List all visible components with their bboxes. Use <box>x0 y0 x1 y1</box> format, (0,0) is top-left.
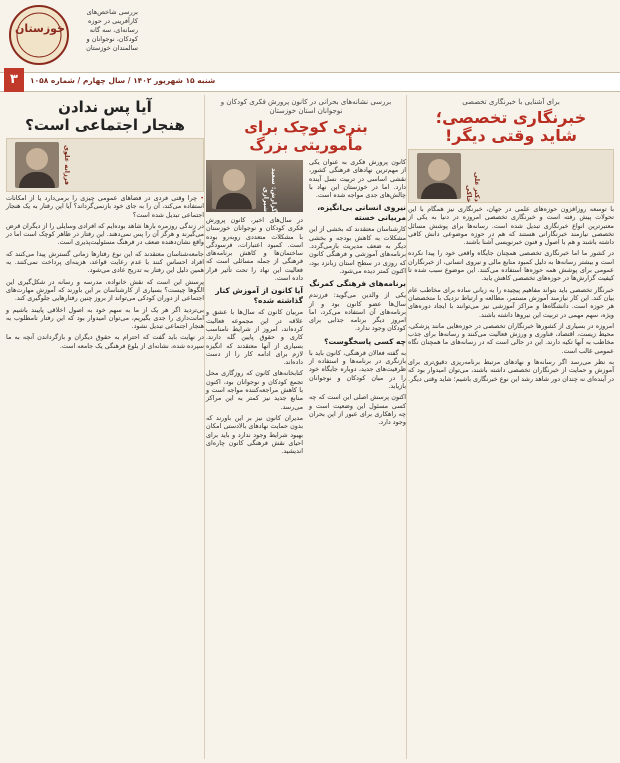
header-blurb: بررسی شاخص‌های کارآفرینی در حوزه رسانه‌ای، سه گانه کودکان، نوجوانان و سالمندان خوزستان <box>86 8 138 52</box>
article-paragraph: در زندگی روزمره بارها شاهد بوده‌ایم که افرادی وسایلی را از دیگران قرض می‌گیرند و هرگز آن را پس نمی‌دهند. این رفتار در ظاهر کوچک است اما در واقع نشان‌دهنده ضعف در فرهنگ مسئولیت‌پذیری است. <box>6 221 204 247</box>
article-headline <box>408 109 614 145</box>
article-paragraph: بی‌تردید اگر هر یک از ما به سهم خود به اصول اخلاقی پایبند باشیم و امانت‌داری را جدی بگیریم، می‌توان امیدوار بود که این رفتار نامطلوب به هنجار اجتماعی تبدیل نشود. <box>6 305 204 331</box>
headline-line: خبرنگاری تخصصی؛ <box>435 108 587 127</box>
article-kicker: بررسی نشانه‌های بحرانی در کانون پرورش فکری کودکان و نوجوانان استان خوزستان <box>220 98 392 115</box>
article-paragraph: اکنون پرسش اصلی این است که چه کسی مسئول این وضعیت است و چه راهکاری برای عبور از این بحران وجود دارد. <box>309 393 406 427</box>
article-paragraph: کارشناسان معتقدند که بخشی از این مشکلات به کاهش بودجه و بخشی دیگر به ضعف مدیریت بازمی‌گردد. برنامه‌های آموزشی و فرهنگی کانون که روزی در سطح استان زبانزد بود، اکنون کمتر دیده می‌شود. <box>309 225 406 275</box>
article-paragraph: در کشور ما اما خبرنگاری تخصصی همچنان جایگاه واقعی خود را پیدا نکرده است و بیشتر رسانه‌ها به دلیل کمبود منابع مالی و نیروی انسانی، از خبرنگاران عمومی برای پوشش همه حوزه‌ها استفاده می‌کنند. این موضوع سبب شده تا کیفیت گزارش‌ها در حوزه‌های تخصصی کاهش یابد. <box>408 249 614 283</box>
column-divider <box>204 95 205 759</box>
author-box <box>408 149 614 203</box>
author-byline: فرزانه علوی <box>63 145 71 186</box>
author-byline: دکتر علی خاکی <box>465 172 481 202</box>
author-box <box>6 138 204 192</box>
article-headline <box>6 98 204 134</box>
article-columns <box>206 158 406 458</box>
column-divider <box>406 95 407 759</box>
headline-line: هنجار اجتماعی است؟ <box>25 116 185 134</box>
article-paragraph: مدیران کانون نیز بر این باورند که بدون حمایت نهادهای بالادستی امکان بهبود شرایط وجود ندارد و باید برای احیای نقش فرهنگی کانون چاره‌ای اندیشید. <box>206 413 303 456</box>
article-kanoon <box>206 96 406 757</box>
article-paragraph: با توسعه روزافزون حوزه‌های علمی در جهان، خبرنگاری نیز همگام با این تحولات پیش رفته است و خبرنگاری تخصصی امروزه در دنیا به یکی از معتبرترین انواع خبرنگاری تبدیل شده است. رسانه‌ها برای پوشش مسائل تخصصی نیازمند خبرنگارانی هستند که هم در حوزه موضوعی دانش کافی داشته باشند و هم با اصول و فنون خبرنویسی آشنا باشند. <box>408 205 614 247</box>
article-specialized-journalism <box>408 96 614 757</box>
headline-line: شاید وقتی دیگر! <box>444 126 578 145</box>
article-paragraph: در سال‌های اخیر، کانون پرورش فکری کودکان و نوجوانان خوزستان با مشکلات متعددی روبه‌رو بوده است. کمبود اعتبارات، فرسودگی ساختمان‌ها و کاهش برنامه‌های فرهنگی از جمله مسائلی است که فعالیت این نهاد را تحت تأثیر قرار داده است. <box>206 216 303 283</box>
date-band <box>0 72 620 92</box>
article-paragraph: در نهایت باید گفت که احترام به حقوق دیگران و بازگرداندن آنچه به ما سپرده شده، نشانه‌ای از بلوغ فرهنگی یک جامعه است. <box>6 333 204 350</box>
author-photo <box>417 153 461 199</box>
article-paragraph: کتابخانه‌های کانون که روزگاری محل تجمع کودکان و نوجوانان بود، اکنون با کاهش مراجعه‌کننده مواجه است و منابع جدید نیز کمتر به این مراکز می‌رسد. <box>206 369 303 411</box>
article-paragraph: امروزه در بسیاری از کشورها خبرنگاران تخصصی در حوزه‌هایی مانند پزشکی، محیط زیست، اقتصاد، فناوری و ورزش فعالیت می‌کنند و رسانه‌ها برای جذب مخاطب به آنها تکیه دارند. این در حالی است که در رسانه‌های ما همچنان نگاه عمومی غالب است. <box>408 321 614 355</box>
article-kicker: برای آشنایی با خبرنگاری تخصصی <box>462 98 560 106</box>
article-paragraph: مربیان کانون که سال‌ها با عشق و علاقه در این مجموعه فعالیت کرده‌اند، امروز از شرایط نامناسب کاری و حقوق پایین گله دارند. بسیاری از آنها معتقدند که انگیزه لازم برای ادامه کار را از دست داده‌اند. <box>206 308 303 367</box>
article-subhead: چه کسی پاسخگوست؟ <box>324 336 406 346</box>
headline-line: آیا پس ندادن <box>58 98 152 116</box>
page-number: ۳ <box>4 68 24 92</box>
article-paragraph: به گفته فعالان فرهنگی، کانون باید با بازنگری در برنامه‌ها و استفاده از ظرفیت‌های جدید، دوباره جایگاه خود را در میان کودکان و نوجوانان بازیابد. <box>309 348 406 390</box>
article-subhead: نیروی انسانی بی‌انگیزه، مربیانی خسته <box>317 203 406 223</box>
article-subcolumn-right <box>309 158 406 458</box>
article-paragraph: خبرنگار تخصصی باید بتواند مفاهیم پیچیده را به زبانی ساده برای مخاطب عام بیان کند. این کار نیازمند آموزش مستمر، مطالعه و ارتباط نزدیک با متخصصان هر حوزه است. دانشگاه‌ها و مراکز آموزشی نیز می‌توانند با ایجاد دوره‌های ویژه، سهم مهمی در تربیت این نیروها داشته باشند. <box>408 285 614 319</box>
reporter-portrait <box>212 163 256 209</box>
issue-date: شنبه ۱۵ شهریور ۱۴۰۲ / سال چهارم / شماره ۱۰۵۸ <box>30 76 216 85</box>
article-paragraph: به نظر می‌رسد اگر رسانه‌ها و نهادهای مرتبط برنامه‌ریزی دقیق‌تری برای آموزش و حمایت از خبرنگاران تخصصی داشته باشند، می‌توان امیدوار بود که در آینده‌ای نه چندان دور شاهد رشد این نوع خبرنگاری باشیم؛ شاید وقتی دیگر. <box>408 358 614 383</box>
article-paragraph: پرسش این است که نقش خانواده، مدرسه و رسانه در شکل‌گیری این الگوها چیست؟ بسیاری از کارشناسان بر این باورند که آموزش مهارت‌های اجتماعی از دوران کودکی می‌تواند از بروز چنین رفتارهایی جلوگیری کند. <box>6 277 204 303</box>
article-paragraph: جامعه‌شناسان معتقدند که این نوع رفتارها زمانی گسترش پیدا می‌کنند که افراد احساس کنند با عدم رعایت قواعد، هزینه‌ای پرداخت نمی‌کنند. به همین دلیل این رفتار به تدریج عادی می‌شود. <box>6 249 204 275</box>
reporter-byline: گزارش: سعید شیرازی <box>262 167 278 212</box>
article-subhead: آیا کانون از آموزش کنار گذاشته شده؟ <box>215 286 303 306</box>
headline-line: بنری کوچک برای <box>244 118 368 136</box>
reporter-photo <box>206 160 303 212</box>
article-headline <box>206 118 406 154</box>
article-paragraph: کانون پرورش فکری به عنوان یکی از مهم‌ترین نهادهای فرهنگی کشور، نقشی اساسی در تربیت نسل آینده دارد. اما در خوزستان این نهاد با چالش‌های جدی مواجه شده است. <box>309 158 406 200</box>
page-header <box>0 0 620 100</box>
article-subcolumn-left <box>206 158 303 458</box>
article-paragraph: یکی از والدین می‌گوید: فرزندم سال‌ها عضو کانون بود و از برنامه‌های آن استفاده می‌کرد، اما امروز دیگر برنامه جذابی برای کودکان وجود ندارد. <box>309 291 406 333</box>
newspaper-logo <box>6 4 72 66</box>
headline-line: مأموریتی بزرگ <box>249 136 363 154</box>
author-photo <box>15 142 59 188</box>
article-paragraph: • چرا وقتی فردی در فضاهای عمومی چیزی را برمی‌دارد یا از امکانات استفاده می‌کند، آن را به جای خود بازنمی‌گرداند؟ آیا این رفتار به یک هنجار اجتماعی تبدیل شده است؟ <box>6 194 204 219</box>
article-subhead: برنامه‌های فرهنگی کمرنگ <box>309 279 406 289</box>
article-social-norm <box>6 96 204 757</box>
logo-text: خوزستان <box>15 22 65 35</box>
